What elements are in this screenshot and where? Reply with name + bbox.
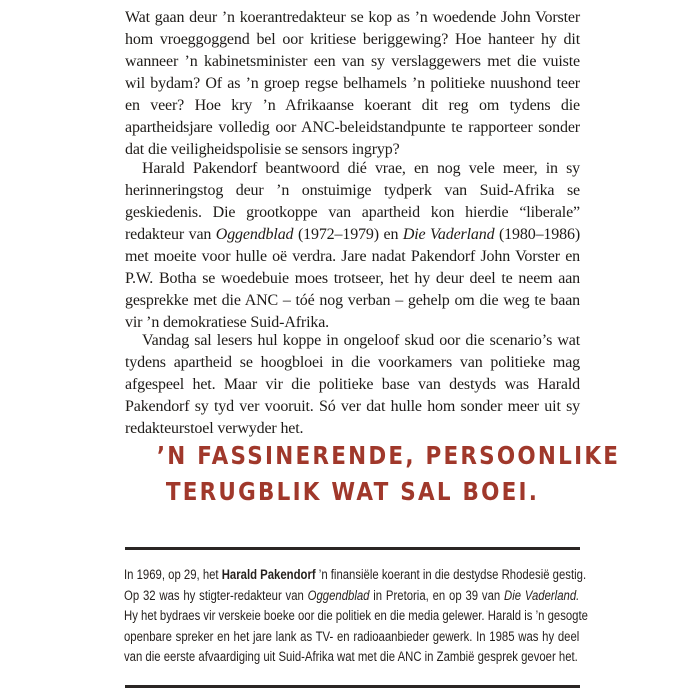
author-bio-line-1 xyxy=(124,565,587,586)
pull-quote-line-2: TERUGBLIK WAT SAL BOEI. xyxy=(165,477,540,506)
author-bio xyxy=(124,565,588,668)
blurb-p2-part-b: (1972–1979) en xyxy=(293,226,403,243)
bio-l1-part-a: In 1969, op 29, het xyxy=(124,567,222,582)
author-bio-line-5: van die eerste afvaardiging uit Suid-Afrika wat met die ANC in Zambië gesprek gevoer het. xyxy=(124,649,578,664)
bio-l1-part-b: ’n finansiële koerant in die destydse Rhodesië gestig. xyxy=(315,567,587,582)
blurb-p2-part-c: (1980–1986) met moeite voor hulle oë verdra. Jare nadat Pakendorf John Vorster en P.W. Botha se woedebuie moes trotseer, het hy deur deel te neem aan gesprekke met die ANC – tóé nog verban – gehelp om die weg te baan vir ’n demokratiese Suid-Afrika. xyxy=(125,226,580,331)
blurb-p2-part-a: Harald Pakendorf beantwoord dié vrae, en nog vele meer, in sy herinneringstog deur ’n onstuimige tydperk van Suid-Afrika se geskiedenis. Die grootkoppe van apartheid kon hierdie “liberale” redakteur van xyxy=(125,160,580,243)
blurb-paragraph-2 xyxy=(125,158,580,334)
bio-newspaper-oggendblad: Oggendblad xyxy=(307,587,370,603)
bio-l2-part-b: in Pretoria, en op 39 van xyxy=(369,587,505,603)
bio-top-divider xyxy=(125,547,580,550)
blurb-paragraph-3 xyxy=(125,330,580,440)
blurb-paragraph-3-text: Vandag sal lesers hul koppe in ongeloof skud oor die scenario’s wat tydens apartheid se hoogbloei in die voorkamers van politieke mag afgespeel het. Maar vir die politieke base van destyds was Harald Pakendorf sy tyd ver vooruit. Só ver dat hulle hom sonder meer uit sy redakteurstoel verwyder het. xyxy=(125,332,580,437)
blurb-paragraph-1-text: Wat gaan deur ’n koerantredakteur se kop as ’n woedende John Vorster hom vroeggoggend bel oor kritiese beriggewing? Hoe hanteer hy dit wanneer ’n kabinetsminister een van sy verslaggewers met die vuiste wil bydam? Of as ’n groep regse belhamels ’n politieke nuushond teer en veer? Hoe kry ’n Afrikaanse koerant dit reg om tydens die apartheidsjare volledig oor ANC-beleidstandpunte te rapporteer sonder dat die veiligheidspolisie se sensors ingryp? xyxy=(125,9,580,158)
author-bio-line-2 xyxy=(124,586,579,607)
newspaper-title-die-vaderland: Die Vaderland xyxy=(402,226,495,243)
blurb-paragraph-2-text xyxy=(125,158,580,334)
pull-quote-line-1: ’N FASSINERENDE, PERSOONLIKE xyxy=(156,441,621,470)
bio-newspaper-die-vaderland: Die Vaderland. xyxy=(504,587,580,603)
author-bio-line-4: openbare spreker en het jare lank as TV- en radioaanbieder gewerk. In 1985 was hy deel xyxy=(124,628,580,644)
author-name: Harald Pakendorf xyxy=(221,567,316,582)
author-bio-line-3: Hy het bydraes vir verskeie boeke oor die politiek en die media gelewer. Harald is ’n gesogte xyxy=(124,608,588,623)
blurb-paragraph-1 xyxy=(125,7,580,161)
bio-bottom-divider xyxy=(125,685,580,688)
pull-quote xyxy=(156,438,621,510)
newspaper-title-oggendblad: Oggendblad xyxy=(215,226,294,243)
bio-l2-part-a: Op 32 was hy stigter-redakteur van xyxy=(124,587,308,603)
